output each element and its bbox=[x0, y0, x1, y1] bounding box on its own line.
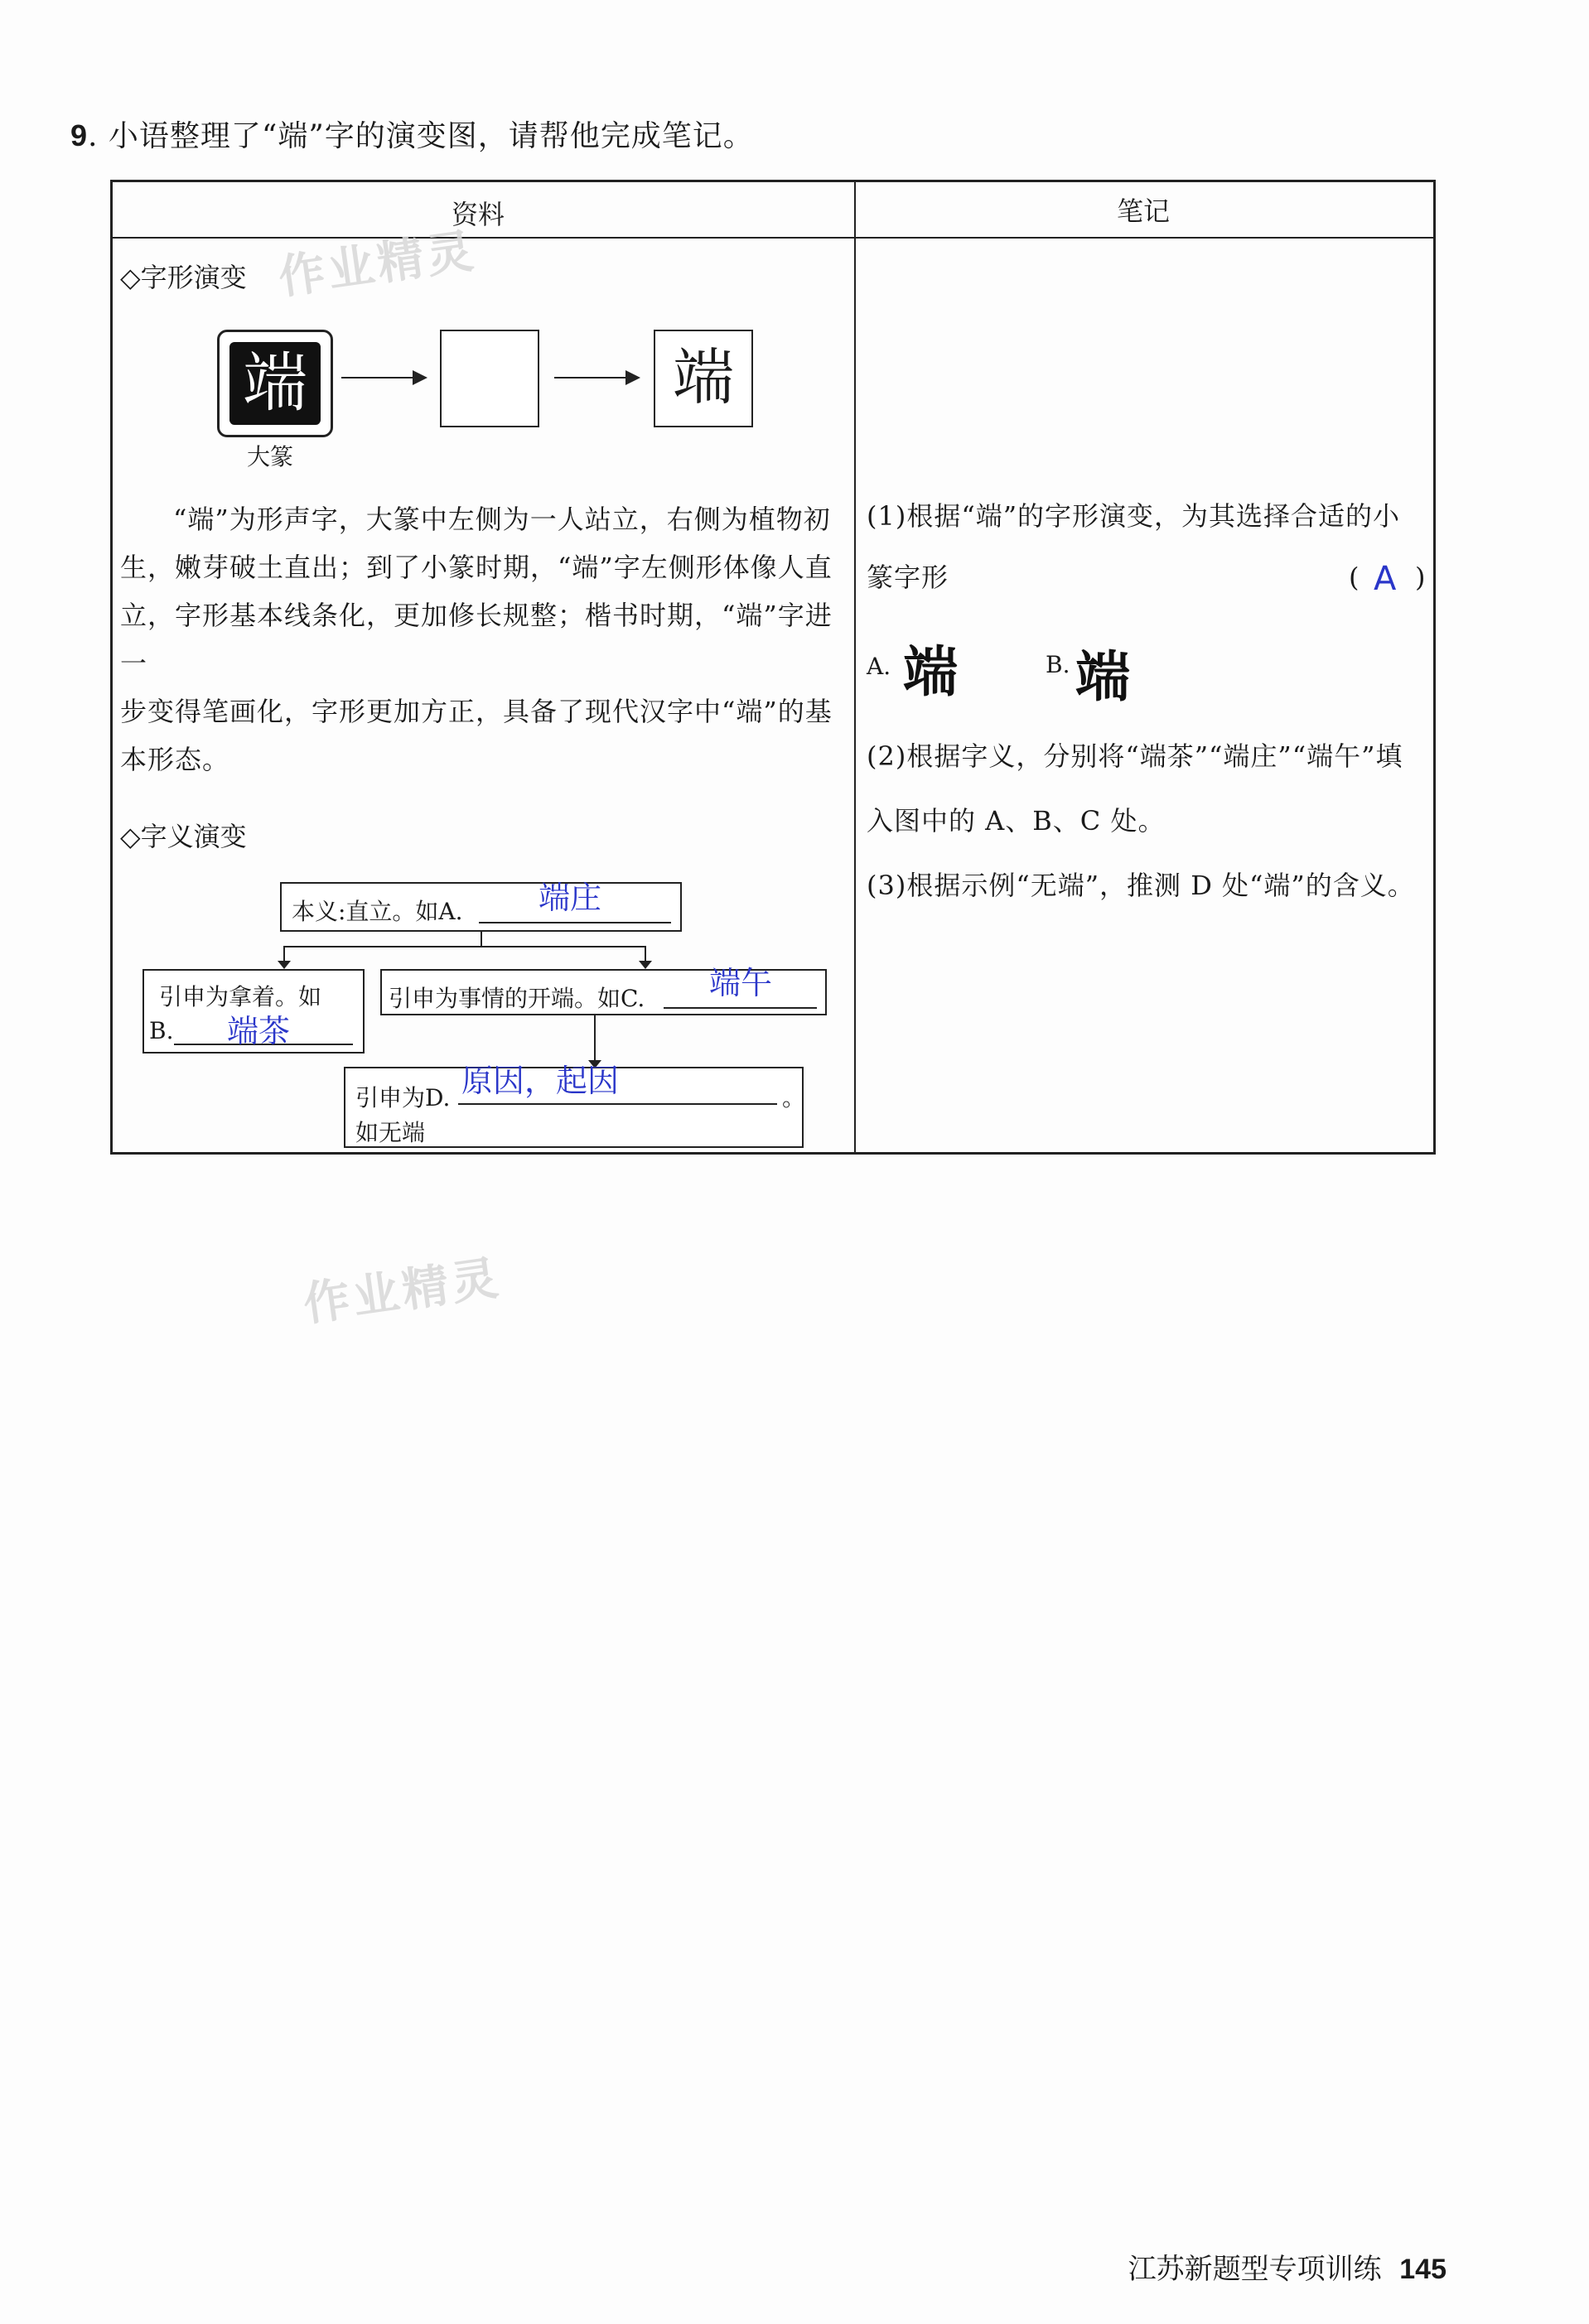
note-q3-line1: (3)根据示例“无端”，推测 D 处“端”的含义。 bbox=[867, 870, 1415, 901]
arrow-right-icon bbox=[554, 377, 639, 378]
box-b-label-line2: B. bbox=[149, 1017, 174, 1044]
explanation-paragraph bbox=[120, 495, 849, 784]
note-q1-paren-close: ) bbox=[1415, 562, 1427, 593]
meaning-box-d bbox=[344, 1063, 806, 1148]
option-a-label: A. bbox=[867, 653, 891, 680]
watermark-2: 作业精灵 bbox=[300, 1251, 505, 1333]
box-d-label-line1: 引申为D. bbox=[355, 1084, 451, 1111]
seal-script-glyph: 端 bbox=[229, 342, 321, 425]
header-notes: 笔记 bbox=[1117, 195, 1171, 227]
footer-book-title: 江苏新题型专项训练 bbox=[1128, 2253, 1382, 2286]
answer-q1: A bbox=[1374, 560, 1397, 598]
connector-line bbox=[481, 932, 482, 947]
meaning-box-b bbox=[142, 969, 365, 1054]
note-q2-line2: 入图中的 A、B、C 处。 bbox=[867, 805, 1166, 837]
box-c-label: 引申为事情的开端。如C. bbox=[389, 985, 645, 1012]
seal-script-frame bbox=[217, 330, 333, 437]
box-a-label: 本义:直立。如A. bbox=[292, 898, 463, 925]
box-d-blank bbox=[458, 1103, 777, 1105]
paragraph-line: 生，嫩芽破土直出；到了小篆时期，“端”字左侧形体像人直 bbox=[120, 552, 833, 583]
table-column-divider bbox=[854, 180, 856, 1155]
box-a-blank bbox=[479, 922, 671, 923]
arrow-down-icon bbox=[639, 961, 652, 969]
arrow-down-icon bbox=[278, 961, 291, 969]
answer-a: 端庄 bbox=[539, 880, 602, 916]
option-a-glyph: 端 bbox=[903, 639, 958, 704]
paragraph-line: 立，字形基本线条化，更加修长规整；楷书时期，“端”字进一 bbox=[120, 600, 833, 679]
question-text: . 小语整理了“端”字的演变图，请帮他完成笔记。 bbox=[88, 119, 754, 153]
seal-script-caption: 大篆 bbox=[247, 443, 294, 470]
header-materials: 资料 bbox=[452, 199, 505, 230]
option-b-label: B. bbox=[1046, 651, 1070, 678]
meaning-box-a bbox=[280, 882, 682, 932]
box-d-label-line2: 如无端 bbox=[355, 1119, 426, 1146]
note-q1-line1: (1)根据“端”的字形演变，为其选择合适的小 bbox=[867, 500, 1401, 532]
section-meaning-evolution: ◇字义演变 bbox=[120, 821, 247, 852]
answer-c: 端午 bbox=[709, 965, 773, 1001]
connector-line bbox=[283, 946, 645, 947]
meaning-box-c bbox=[380, 965, 827, 1015]
paragraph-line: 本形态。 bbox=[120, 744, 230, 775]
note-q1-line2: 篆字形 bbox=[867, 562, 949, 593]
question-number: 9 bbox=[70, 118, 89, 152]
question-title bbox=[70, 113, 754, 155]
note-q2-line1: (2)根据字义，分别将“端茶”“端庄”“端午”填 bbox=[867, 740, 1403, 772]
arrow-right-icon bbox=[341, 377, 426, 378]
option-b-glyph: 端 bbox=[1075, 644, 1130, 709]
box-c-blank bbox=[664, 1007, 817, 1009]
note-q1-paren-open: ( bbox=[1349, 562, 1360, 593]
answer-b: 端茶 bbox=[227, 1013, 291, 1049]
page-footer bbox=[1128, 2246, 1447, 2287]
paragraph-line: “端”为形声字，大篆中左侧为一人站立，右侧为植物初 bbox=[173, 504, 831, 535]
box-d-period: 。 bbox=[782, 1084, 806, 1111]
paragraph-line: 步变得笔画化，字形更加方正，具备了现代汉字中“端”的基 bbox=[120, 696, 833, 727]
empty-glyph-box bbox=[440, 330, 539, 427]
modern-glyph-box: 端 bbox=[654, 330, 753, 427]
answer-d: 原因，起因 bbox=[461, 1063, 620, 1099]
section-glyph-evolution: ◇字形演变 bbox=[120, 262, 247, 293]
watermark-1: 作业精灵 bbox=[275, 224, 480, 306]
page-number: 145 bbox=[1399, 2254, 1447, 2285]
box-b-label-line1: 引申为拿着。如 bbox=[159, 983, 322, 1010]
